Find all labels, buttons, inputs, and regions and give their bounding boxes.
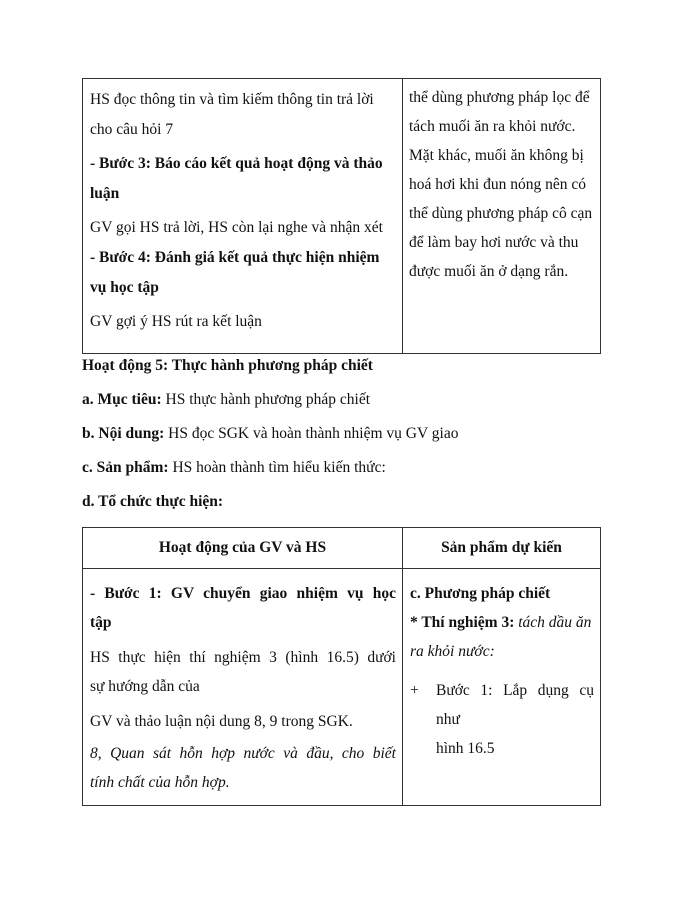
step-1-item [410, 676, 594, 763]
discussion-instruction: GV và thảo luận nội dung 8, 9 trong SGK. [90, 713, 353, 730]
product-line: Mặt khác, muối ăn không bị [409, 147, 584, 164]
activity-5-title: Hoạt động 5: Thực hành phương pháp chiết [82, 357, 373, 374]
objective-text: HS thực hành phương pháp chiết [161, 391, 371, 408]
header-expected-product: Sản phẩm dự kiến [403, 528, 601, 569]
question-8-cont: tính chất của hỗn hợp. [90, 774, 230, 791]
step-1-heading-cont: tập [90, 614, 112, 631]
continued-table [82, 78, 601, 354]
organize-heading: d. Tổ chức thực hiện: [82, 493, 224, 510]
info-search-line: HS đọc thông tin và tìm kiếm thông tin trả lời [90, 91, 374, 108]
activity-table [82, 527, 601, 806]
product-line: để làm bay hơi nước và thu [409, 234, 579, 251]
step-4-heading-cont: vụ học tập [90, 279, 159, 296]
product-line: được muối ăn ở dạng rắn. [409, 263, 569, 280]
expected-product-cell [403, 569, 601, 806]
experiment-3-label: * Thí nghiệm 3: [410, 614, 515, 631]
plus-bullet-icon: + [410, 682, 419, 699]
product-text: HS hoàn thành tìm hiểu kiến thức: [168, 459, 386, 476]
content-label: b. Nội dung: [82, 425, 165, 442]
step-1-text-cont: hình 16.5 [436, 740, 495, 757]
method-title: c. Phương pháp chiết [410, 585, 551, 602]
step-1-text-block [436, 676, 594, 763]
product-line: thể dùng phương pháp cô cạn [409, 205, 593, 222]
product-line: hoá hơi khi đun nóng nên có [409, 176, 586, 193]
experiment-3-text: tách dầu ăn ra khỏi nước: [410, 614, 592, 660]
objective-label: a. Mục tiêu: [82, 391, 162, 408]
content-line [82, 424, 458, 444]
step-1-heading: - Bước 1: GV chuyển giao nhiệm vụ học [90, 585, 396, 602]
content-text: HS đọc SGK và hoàn thành nhiệm vụ GV giao [164, 425, 459, 442]
question-8: 8, Quan sát hỗn hợp nước và đầu, cho biết [90, 745, 396, 762]
step-4-heading: - Bước 4: Đánh giá kết quả thực hiện nhiệm [90, 249, 380, 266]
objective-line [82, 390, 370, 410]
step-3-heading: - Bước 3: Báo cáo kết quả hoạt động và thảo [90, 155, 383, 172]
teacher-student-activity-cell [83, 569, 403, 806]
step-4-text: GV gợi ý HS rút ra kết luận [90, 313, 262, 330]
step-3-text: GV gọi HS trả lời, HS còn lại nghe và nhận xét [90, 219, 383, 236]
question-7-line: cho câu hỏi 7 [90, 121, 174, 138]
product-label: c. Sản phẩm: [82, 459, 169, 476]
step-1-text: Bước 1: Lắp dụng cụ như [436, 682, 594, 728]
experiment-instruction-cont: sự hướng dẫn của [90, 678, 200, 695]
header-teacher-student: Hoạt động của GV và HS [83, 528, 403, 569]
product-line: thể dùng phương pháp lọc để [409, 89, 590, 106]
expected-product-cell [403, 79, 601, 354]
teacher-student-activity-cell [83, 79, 403, 354]
experiment-3 [410, 608, 594, 666]
product-line: tách muối ăn ra khỏi nước. [409, 118, 576, 135]
product-line [82, 458, 386, 478]
step-3-heading-cont: luận [90, 185, 120, 202]
experiment-instruction: HS thực hiện thí nghiệm 3 (hình 16.5) dưới [90, 649, 396, 666]
